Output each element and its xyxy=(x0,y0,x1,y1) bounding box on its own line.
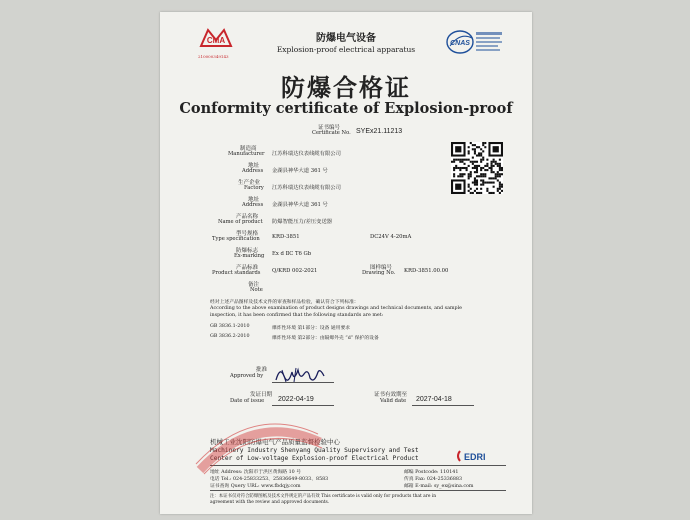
statement-en-2: inspection, it has been confirmed that the following standards are met: xyxy=(210,313,384,318)
field-value: 江苏科瑞达仪表线缆有限公司 xyxy=(272,151,341,157)
footer-fax: 传真 Fax: 024-25336883 xyxy=(404,477,463,482)
drawing-value: KRD-3851.00.00 xyxy=(404,268,449,274)
field-label-cn: 地址 xyxy=(248,163,260,169)
standard-code: GB 3836.2-2010 xyxy=(210,334,250,339)
field-value-rating: DC24V 4-20mA xyxy=(370,234,412,240)
field-label-en: Name of product xyxy=(218,219,263,225)
field-label-en: Address xyxy=(242,202,264,208)
field-value: 防爆智能压力/差压变送器 xyxy=(272,219,333,225)
issue-date: 2022-04-19 xyxy=(278,396,314,403)
official-seal-stamp xyxy=(194,416,324,476)
field-value: 江苏科瑞达仪表线缆有限公司 xyxy=(272,185,341,191)
footer-postcode: 邮编 Postcode: 110141 xyxy=(404,470,459,475)
field-label-cn: 备注 xyxy=(248,282,260,288)
field-label-cn: 防爆标志 xyxy=(236,248,259,254)
field-label-cn: 生产企业 xyxy=(238,180,261,186)
center-name-cn: 机械工业沈阳防爆电气产品质量监督检验中心 xyxy=(210,438,340,446)
standard-text: 爆炸性环境 第1部分：设备 通用要求 xyxy=(272,326,351,331)
footer-note-2: agreement with the review and approved documents. xyxy=(210,500,330,505)
footer-divider xyxy=(210,490,506,491)
field-value: KRD-3851 xyxy=(272,234,300,240)
field-value: Ex d ⅡC T6 Gb xyxy=(272,251,312,257)
field-label-en: Type specification xyxy=(212,236,260,242)
svg-text:CMA: CMA xyxy=(206,36,226,45)
standard-code: GB 3836.1-2010 xyxy=(210,324,250,329)
issue-label-cn: 发证日期 xyxy=(250,392,273,398)
svg-text:CNAS: CNAS xyxy=(450,40,470,47)
cert-no-label-cn: 证书编号 xyxy=(318,125,341,131)
field-label-cn: 制造商 xyxy=(240,146,257,152)
field-label-cn: 产品名称 xyxy=(236,214,259,220)
standard-text: 爆炸性环境 第2部分：由隔爆外壳 “d” 保护的设备 xyxy=(272,336,379,341)
footer-note-1: 注：本证书仅对符合防爆图纸及技术文件规定的产品有效 This certificate is valid only for products that are in xyxy=(210,494,437,499)
cma-number: 210000349143 xyxy=(198,54,229,59)
field-value: 金湖县神华大道 361 号 xyxy=(272,202,328,208)
signature-image xyxy=(272,362,328,388)
field-label-en: Factory xyxy=(244,185,264,191)
issue-label-en: Date of issue xyxy=(230,398,265,404)
cert-no-value: SYEx21.11213 xyxy=(356,128,403,135)
field-label-en: Manufacturer xyxy=(228,151,265,157)
field-label-en: Address xyxy=(242,168,264,174)
statement-cn: 经对上述产品图样及技术文件的审查和样品检验，确认符合下列标准： xyxy=(210,300,359,305)
drawing-label-en: Drawing No. xyxy=(362,270,396,276)
footer-email: 邮箱 E-mail: sy_ex@sina.com xyxy=(404,484,474,489)
certificate-paper xyxy=(160,12,532,514)
center-name-en-2: Center of Low-voltage Explosion-proof Electrical Product xyxy=(210,455,419,462)
signature-line xyxy=(272,382,334,383)
field-label-cn: 地址 xyxy=(248,197,260,203)
center-name-en-1: Machinery Industry Shenyang Quality Supervisory and Test xyxy=(210,447,419,454)
field-value: Q/KRD 002-2021 xyxy=(272,268,318,274)
cert-no-label-en: Certificate No. xyxy=(312,130,351,136)
footer-tel: 电话 Tel.: 024-25833253、25836649-8033、8583 xyxy=(210,477,329,482)
apparatus-title-cn: 防爆电气设备 xyxy=(316,33,376,44)
field-label-en: Note xyxy=(250,287,263,293)
sedri-logo-icon xyxy=(456,448,504,464)
svg-text:EDRI: EDRI xyxy=(464,452,486,462)
certificate-title-cn: 防爆合格证 xyxy=(281,73,411,102)
valid-date: 2027-04-18 xyxy=(416,396,452,403)
certificate-title-en: Conformity certificate of Explosion-proof xyxy=(179,100,513,117)
drawing-label-cn: 图样编号 xyxy=(370,265,393,271)
field-label-cn: 型号规格 xyxy=(236,231,259,237)
field-label-en: Product standards xyxy=(212,270,261,276)
footer-divider xyxy=(210,465,506,466)
approved-label-cn: 批准 xyxy=(256,367,268,373)
footer-address: 地址 Address: 沈阳市于洪区黄海路 10 号 xyxy=(210,470,302,475)
statement-en-1: According to the above examination of product designs drawings and technical documents, and sample xyxy=(210,306,462,311)
field-label-en: Ex-marking xyxy=(234,253,265,259)
qr-code-icon xyxy=(451,142,503,194)
field-value: 金湖县神华大道 361 号 xyxy=(272,168,328,174)
apparatus-title-en: Explosion-proof electrical apparatus xyxy=(276,45,416,54)
valid-label-en: Valid date xyxy=(380,398,407,404)
approved-label-en: Approved by xyxy=(230,373,264,379)
footer-query: 证书查询 Query URL: www.fbdqjy.com xyxy=(210,484,301,489)
valid-line xyxy=(412,405,474,406)
valid-label-cn: 证书有效期至 xyxy=(374,392,408,398)
issue-line xyxy=(272,405,334,406)
field-label-cn: 产品标准 xyxy=(236,265,259,271)
